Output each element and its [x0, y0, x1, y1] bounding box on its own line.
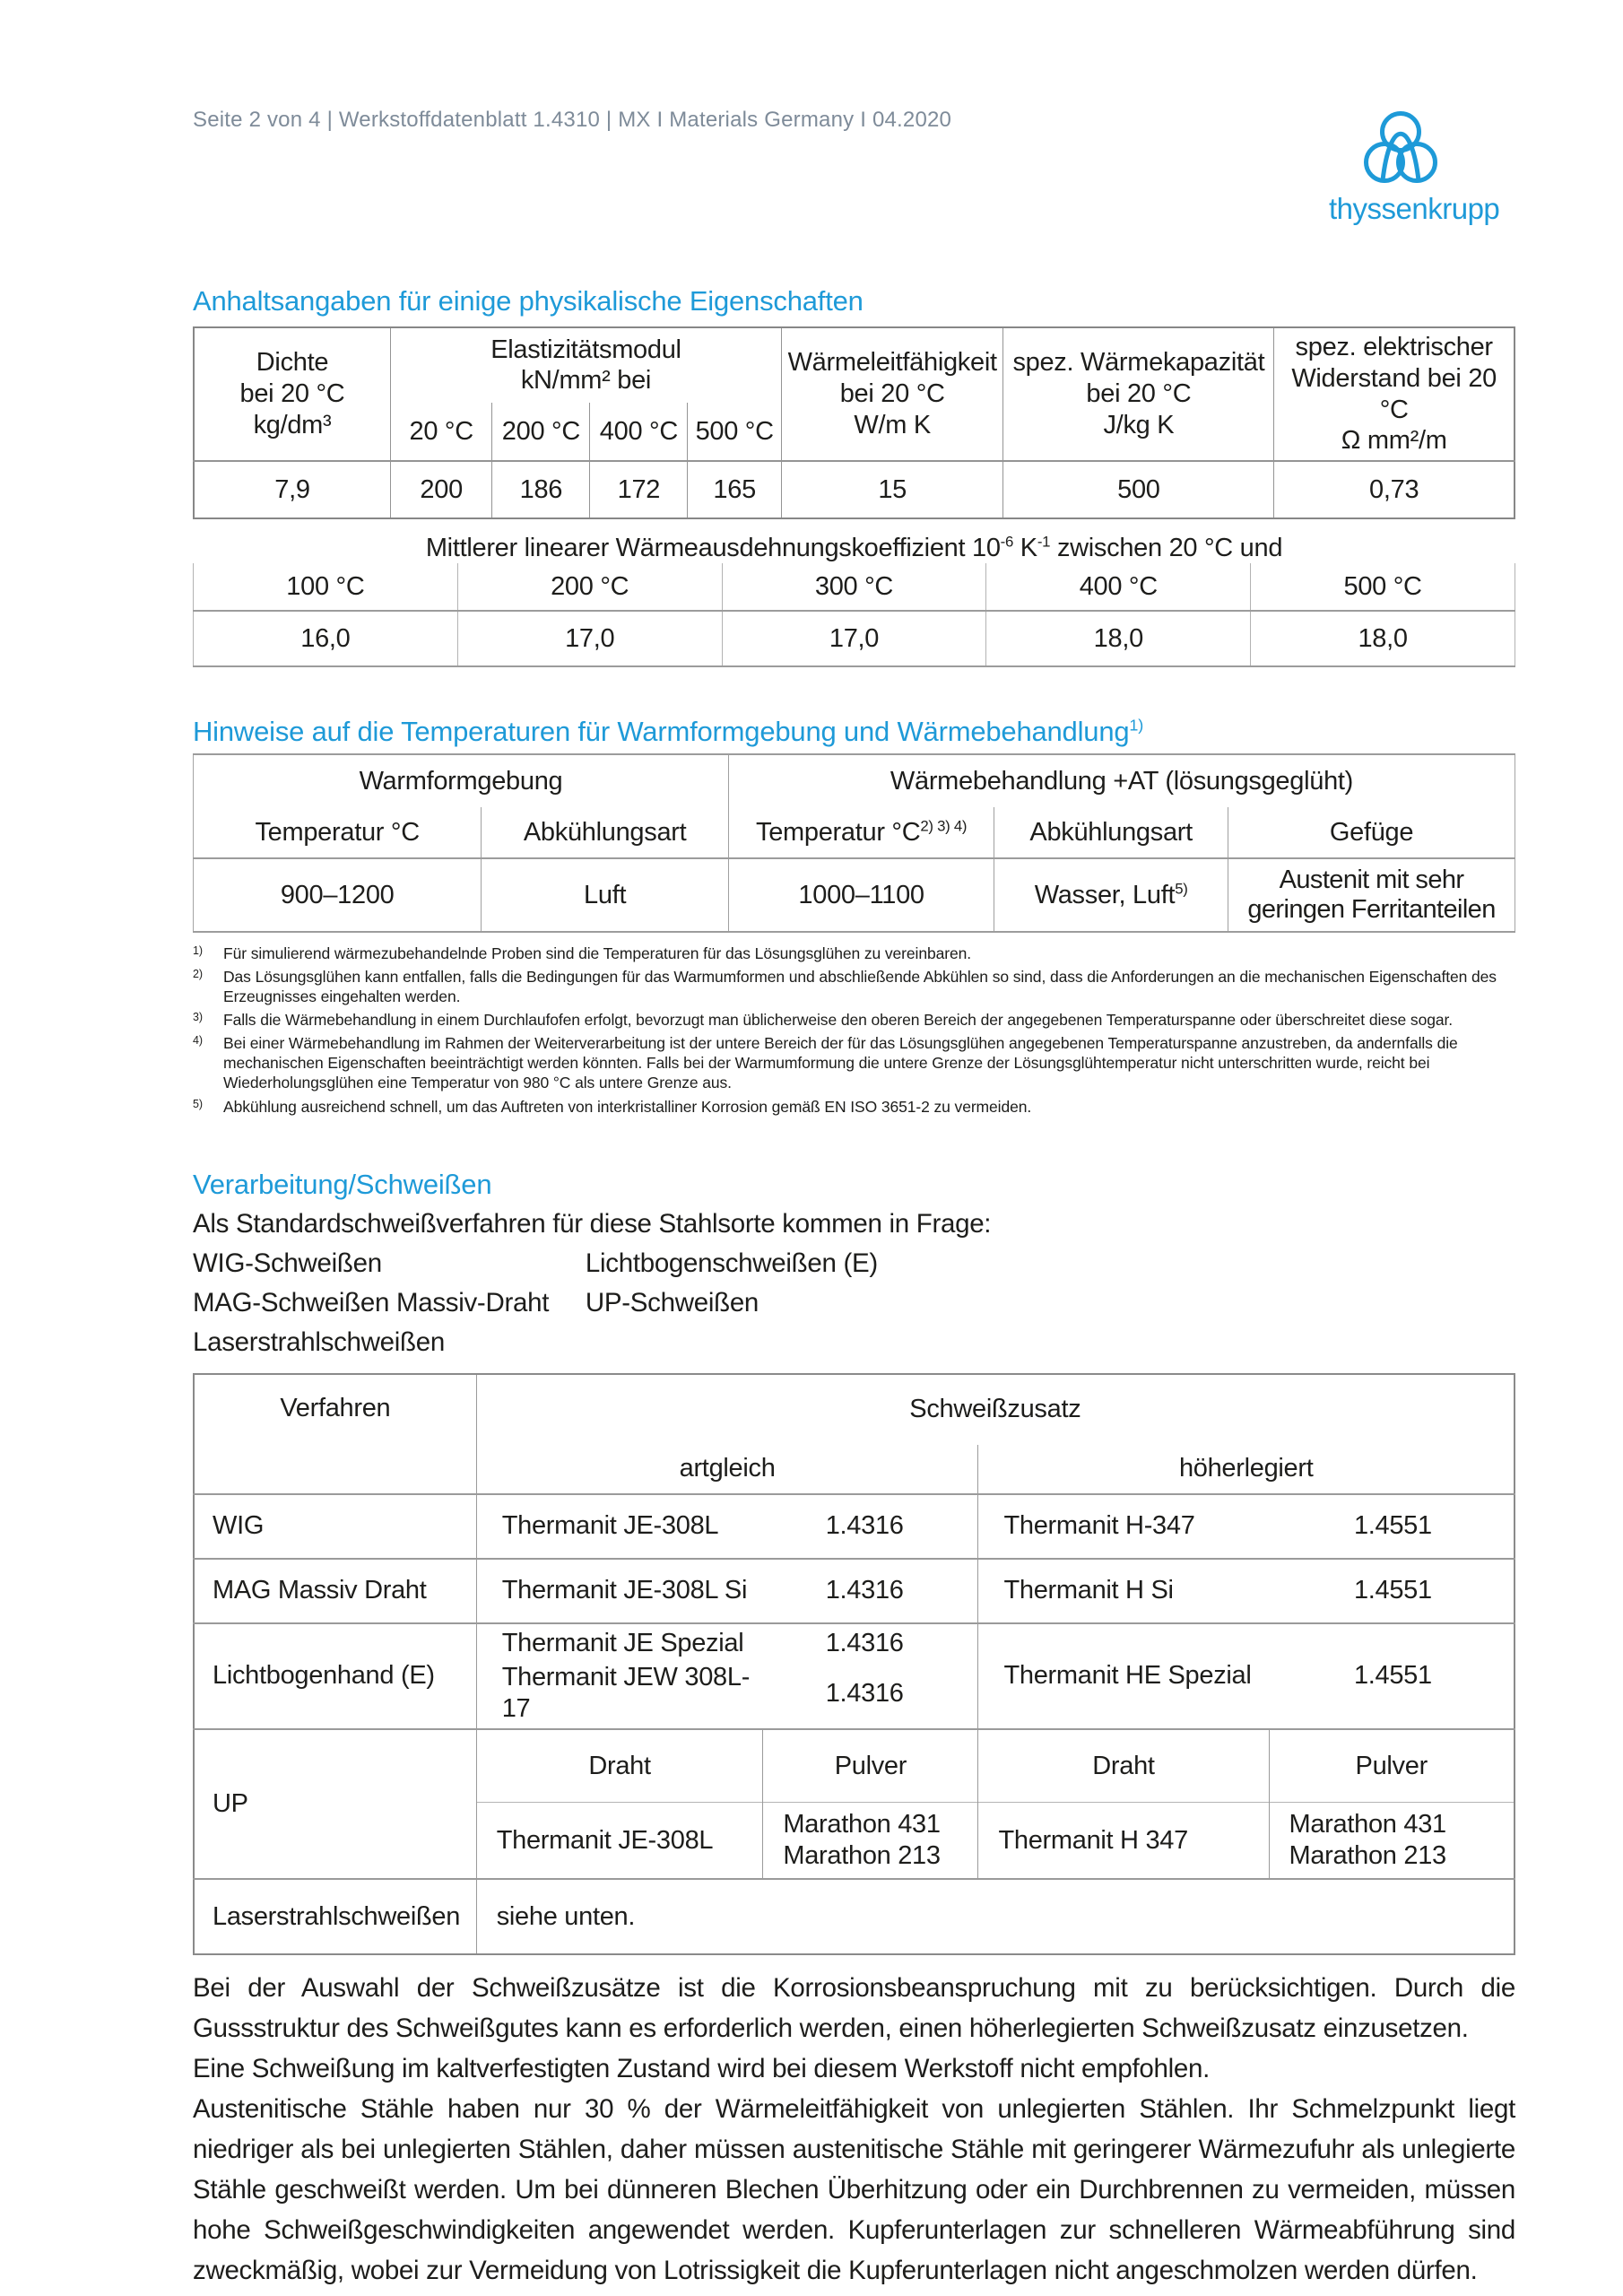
consumable-number: 1.4316 — [825, 1678, 904, 1708]
row-label-mag: MAG Massiv Draht — [194, 1559, 476, 1623]
consumable-number: 1.4551 — [1353, 1576, 1432, 1605]
consumable-number: 1.4316 — [825, 1628, 904, 1657]
main-body — [193, 285, 1515, 2291]
up-pulver-artgleich-value: Marathon 431 Marathon 213 — [763, 1802, 978, 1879]
el-resistance-value: 0,73 — [1274, 461, 1515, 518]
lichtbogenhand-artgleich-cell — [476, 1623, 978, 1729]
footnote-marker: 3) — [193, 1011, 203, 1024]
col-header-gefuege: Gefüge — [1228, 807, 1515, 858]
col-header-verfahren: Verfahren — [280, 1393, 391, 1422]
col-header-emodulus: Elastizitätsmodul kN/mm² bei — [390, 327, 781, 403]
footnote-text: Bei einer Wärmebehandlung im Rahmen der Weiterverarbeitung ist der untere Bereich der für das Lösungsglühen angegebenen Temperaturspanne anzustreben, da andernfalls die mechanischen Eigenschaften beeinträchtigt werden könnten. Falls bei der Warmumformung die untere Grenze der Lösungsglühtemperatur nicht unterschritten wurde, reicht bei Wiederholungsglühen eine Temperatur von 980 °C als untere Grenze aus. — [223, 1034, 1458, 1092]
welding-method-list — [193, 1205, 1515, 1362]
consumable-name: Thermanit H Si — [1003, 1576, 1174, 1605]
consumable-name: Thermanit JE-308L — [501, 1511, 719, 1541]
consumable-name: Thermanit JE-308L Si — [501, 1576, 748, 1605]
emodulus-value: 186 — [492, 461, 590, 518]
footnote-1 — [193, 944, 1515, 963]
footnote-2 — [193, 967, 1515, 1006]
col-header-temperatur-2: Temperatur $^\circ C^{2) 3) 4)}$ — [728, 807, 994, 858]
expansion-value: 18,0 — [986, 611, 1251, 666]
welding-method: MAG-Schweißen Massiv-Draht — [193, 1287, 550, 1318]
emodulus-temp-header: 500 °C — [688, 403, 782, 461]
up-draht-hoeherlegiert-value: Thermanit H 347 — [978, 1802, 1269, 1879]
welding-notes — [193, 1968, 1515, 2291]
sub-header-pulver-artgleich: Pulver — [763, 1729, 978, 1803]
sub-header-draht-artgleich: Draht — [476, 1729, 763, 1803]
footnote-4 — [193, 1033, 1515, 1092]
density-value: 7,9 — [194, 461, 390, 518]
welding-method-row — [193, 1244, 1515, 1283]
col-header-hoeherlegiert: höherlegiert — [978, 1445, 1515, 1494]
emodulus-value: 165 — [688, 461, 782, 518]
footnote-3 — [193, 1010, 1515, 1030]
row-label-up: UP — [194, 1729, 476, 1879]
welding-note-paragraph-2: Eine Schweißung im kaltverfestigten Zustand wird bei diesem Werkstoff nicht empfohlen. — [193, 2053, 1210, 2083]
group-header-waermebehandlung: Wärmebehandlung +AT (lösungsgeglüht) — [728, 754, 1515, 807]
thermal-expansion-table — [193, 563, 1515, 667]
heat-treatment-table — [193, 753, 1515, 933]
row-label-wig: WIG — [194, 1494, 476, 1559]
expansion-value: 16,0 — [194, 611, 458, 666]
conductivity-value: 15 — [781, 461, 1002, 518]
wig-artgleich-cell — [476, 1494, 978, 1559]
welding-note-paragraph-3: Austenitische Stähle haben nur 30 % der Wärmeleitfähigkeit von unlegierten Stählen. Ihr Schmelzpunkt liegt niedriger als bei unlegierten Stählen, daher müssen austenitische Stähle mit geringerer Wärmezufuhr als unlegierte Stähle geschweißt werden. Um bei dünneren Blechen Überhitzung oder ein Durchbrennen zu vermeiden, müssen hohe Schweißgeschwindigkeiten angewendet werden. Kupferunterlagen zur schnelleren Wärmeabführung sind zweckmäßig, wobei zur Vermeidung von Lotrissigkeit die Kupferunterlagen nicht angeschmolzen werden dürfen. — [193, 2093, 1515, 2285]
footnote-text: Für simulierend wärmezubehandelnde Proben sind die Temperaturen für das Lösungsglühen zu vereinbaren. — [223, 944, 971, 963]
footnote-marker: 5) — [193, 1097, 203, 1110]
col-header-artgleich: artgleich — [476, 1445, 978, 1494]
row-label-lichtbogenhand: Lichtbogenhand (E) — [194, 1623, 476, 1729]
consumable-name: Thermanit JE Spezial — [501, 1628, 744, 1657]
expansion-temp-header: 400 °C — [986, 563, 1251, 611]
expansion-temp-header: 300 °C — [722, 563, 986, 611]
warmform-temperatur-value: 900–1200 — [194, 858, 482, 932]
thermal-expansion-title: Mittlerer linearer Wärmeausdehnungskoeffizient $10^{-6}$ $K^{-1}$ zwischen 20 °C und — [425, 533, 1283, 563]
footnote-text: Abkühlung ausreichend schnell, um das Auftreten von interkristalliner Korrosion gemäß EN ISO 3651-2 zu vermeiden. — [223, 1097, 1032, 1116]
expansion-value: 18,0 — [1251, 611, 1515, 666]
mag-artgleich-cell — [476, 1559, 978, 1623]
expansion-temp-header: 100 °C — [286, 571, 365, 601]
emodulus-temp-header: 400 °C — [590, 403, 688, 461]
footnote-text: Das Lösungsglühen kann entfallen, falls die Bedingungen für das Warmumformen und abschließende Abkühlen so sind, dass die Anforderungen an die mechanischen Eigenschaften des Erzeugnisses eingehalten werden. — [223, 968, 1497, 1006]
emodulus-value: 200 — [390, 461, 491, 518]
welding-method: UP-Schweißen — [585, 1287, 759, 1318]
footnote-marker: 1) — [193, 944, 203, 958]
group-header-warmformgebung: Warmformgebung — [359, 766, 563, 796]
section-title-physical-properties: Anhaltsangaben für einige physikalische Eigenschaften — [193, 285, 864, 317]
welding-method-row — [193, 1283, 1515, 1323]
behandlung-temperatur-value: 1000–1100 — [728, 858, 994, 932]
thyssenkrupp-rings-icon — [1361, 111, 1440, 187]
col-header-el-resistance: spez. elektrischer Widerstand bei 20 °C Ω mm²/m — [1274, 327, 1515, 461]
gefuege-value: Austenit mit sehr geringen Ferritanteilen — [1228, 858, 1515, 932]
emodulus-temp-header: 20 °C — [390, 403, 491, 461]
section-title-welding: Verarbeitung/Schweißen — [193, 1168, 492, 1200]
expansion-temp-header: 200 °C — [457, 563, 722, 611]
footnote-marker: 4) — [193, 1034, 203, 1048]
expansion-value: 17,0 — [457, 611, 722, 666]
consumable-name: Thermanit JEW 308L-17 — [501, 1663, 751, 1724]
up-draht-artgleich-value: Thermanit JE-308L — [476, 1802, 763, 1879]
col-header-schweisszusatz: Schweißzusatz — [476, 1374, 1515, 1445]
page-meta-line: Seite 2 von 4 | Werkstoffdatenblatt 1.4310 | MX I Materials Germany I 04.2020 — [193, 108, 952, 132]
col-header-heat-capacity: spez. Wärmekapazität bei 20 °C J/kg K — [1003, 327, 1274, 461]
behandlung-abkuehlung-value: Wasser, Luft$^{5)}$ — [994, 858, 1228, 932]
col-header-temperatur-1: Temperatur °C — [255, 817, 420, 847]
up-pulver-hoeherlegiert-value: Marathon 431 Marathon 213 — [1269, 1802, 1515, 1879]
expansion-temp-header: 500 °C — [1251, 563, 1515, 611]
welding-consumables-table — [193, 1373, 1515, 1955]
welding-method-row — [193, 1323, 1515, 1362]
footnote-marker: 2) — [193, 968, 203, 981]
consumable-name: Thermanit H-347 — [1003, 1511, 1195, 1541]
col-header-conductivity: Wärmeleitfähigkeit bei 20 °C W/m K — [781, 327, 1002, 461]
heat-capacity-value: 500 — [1003, 461, 1274, 518]
consumable-name: Thermanit HE Spezial — [1003, 1661, 1252, 1691]
col-header-abkuehlungsart-2: Abkühlungsart — [994, 807, 1228, 858]
logo-wordmark: thyssenkrupp — [1329, 192, 1500, 225]
welding-method: Laserstrahlschweißen — [193, 1326, 445, 1357]
expansion-value: 17,0 — [722, 611, 986, 666]
mag-hoeherlegiert-cell — [978, 1559, 1515, 1623]
consumable-number: 1.4551 — [1353, 1661, 1432, 1691]
warmform-abkuehlung-value: Luft — [482, 858, 729, 932]
welding-note-paragraph-1: Bei der Auswahl der Schweißzusätze ist die Korrosionsbeanspruchung mit zu berücksichtigen. Durch die Gussstruktur des Schweißgutes kann es erforderlich werden, einen höherlegierten Schweißzusatz einzusetzen. — [193, 1972, 1515, 2043]
col-header-abkuehlungsart-1: Abkühlungsart — [482, 807, 729, 858]
footnote-list — [193, 944, 1515, 1116]
sub-header-draht-hoeherlegiert: Draht — [978, 1729, 1269, 1803]
welding-intro-line: Als Standardschweißverfahren für diese Stahlsorte kommen in Frage: — [193, 1208, 992, 1239]
consumable-number: 1.4551 — [1353, 1511, 1432, 1541]
welding-method: WIG-Schweißen — [193, 1248, 382, 1278]
sub-header-pulver-hoeherlegiert: Pulver — [1269, 1729, 1515, 1803]
row-label-laserstrahlschweissen: Laserstrahlschweißen — [194, 1879, 476, 1954]
wig-hoeherlegiert-cell — [978, 1494, 1515, 1559]
footnote-text: Falls die Wärmebehandlung in einem Durchlaufofen erfolgt, bevorzugt man üblicherweise den oberen Bereich der angegebenen Temperaturspanne oder überschreitet diese sogar. — [223, 1011, 1453, 1030]
welding-method: Lichtbogenschweißen (E) — [585, 1248, 878, 1278]
footnote-5 — [193, 1097, 1515, 1117]
col-header-density: Dichte bei 20 °C kg/dm³ — [239, 348, 345, 439]
lichtbogenhand-hoeherlegiert-cell — [978, 1623, 1515, 1729]
consumable-number: 1.4316 — [825, 1511, 904, 1541]
physical-properties-table — [193, 326, 1515, 519]
emodulus-temp-header: 200 °C — [492, 403, 590, 461]
consumable-number: 1.4316 — [825, 1576, 904, 1605]
laser-note-cell: siehe unten. — [476, 1879, 1515, 1954]
emodulus-value: 172 — [590, 461, 688, 518]
thyssenkrupp-logo — [1329, 111, 1500, 226]
section-title-heat-treatment: Hinweise auf die Temperaturen für Warmformgebung und Wärmebehandlung$^{1)}$ — [193, 716, 1143, 748]
